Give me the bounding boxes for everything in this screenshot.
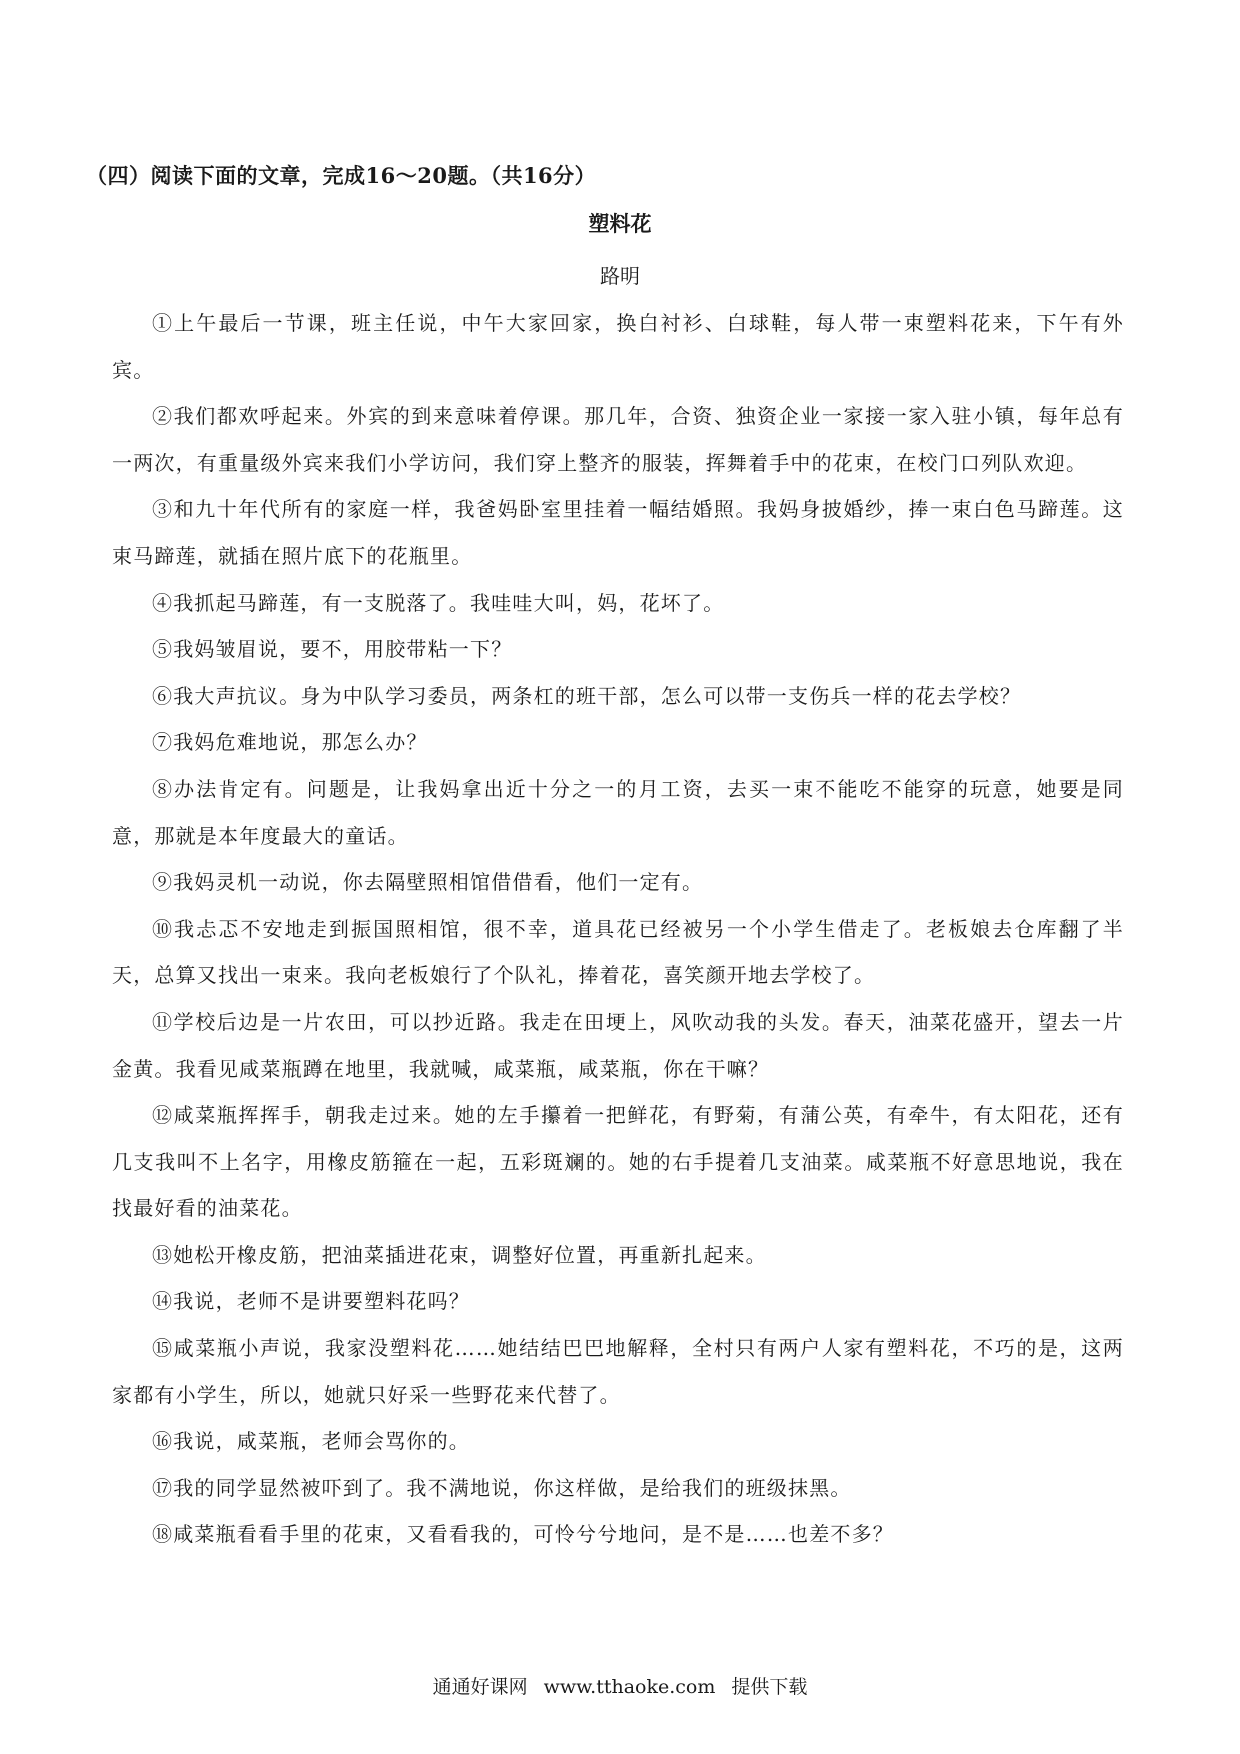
paragraph-11: ⑪学校后边是一片农田，可以抄近路。我走在田埂上，风吹动我的头发。春天，油菜花盛开，望去一片金黄。我看见咸菜瓶蹲在地里，我就喊，咸菜瓶，咸菜瓶，你在干嘛？: [112, 1009, 1124, 1081]
paragraph-14: ⑭我说，老师不是讲要塑料花吗？: [152, 1289, 470, 1314]
paragraph-15: ⑮咸菜瓶小声说，我家没塑料花……她结结巴巴地解释，全村只有两户人家有塑料花，不巧的是，这两家都有小学生，所以，她就只好采一些野花来代替了。: [112, 1336, 1124, 1407]
article-title: 塑料花: [588, 211, 652, 236]
section-heading: （四）阅读下面的文章，完成16～20题。（共16分）: [86, 163, 597, 188]
paragraph-6: ⑥我大声抗议。身为中队学习委员，两条杠的班干部，怎么可以带一支伤兵一样的花去学校？: [152, 683, 1022, 708]
paragraph-5: ⑤我妈皱眉说，要不，用胶带粘一下？: [152, 637, 513, 662]
paragraph-16: ⑯我说，咸菜瓶，老师会骂你的。: [152, 1429, 470, 1454]
paragraph-2: ②我们都欢呼起来。外宾的到来意味着停课。那几年，合资、独资企业一家接一家入驻小镇，每年总有一两次，有重量级外宾来我们小学访问，我们穿上整齐的服装，挥舞着手中的花束，在校门口列队欢迎。: [112, 404, 1124, 475]
paragraph-10: ⑩我忐忑不安地走到振国照相馆，很不幸，道具花已经被另一个小学生借走了。老板娘去仓库翻了半天，总算又找出一束来。我向老板娘行了个队礼，捧着花，喜笑颜开地去学校了。: [112, 916, 1124, 988]
paragraph-3: ③和九十年代所有的家庭一样，我爸妈卧室里挂着一幅结婚照。我妈身披婚纱，捧一束白色马蹄莲。这束马蹄莲，就插在照片底下的花瓶里。: [112, 497, 1124, 568]
paragraph-17: ⑰我的同学显然被吓到了。我不满地说，你这样做，是给我们的班级抹黑。: [152, 1475, 852, 1500]
footer-suffix: 提供下载: [731, 1676, 808, 1698]
paragraph-12: ⑫咸菜瓶挥挥手，朝我走过来。她的左手攥着一把鲜花，有野菊，有蒲公英，有牵牛，有太阳花，还有几支我叫不上名字，用橡皮筋箍在一起，五彩斑斓的。她的右手提着几支油菜。咸菜瓶不好意思地说，我在找最好看的油菜花。: [112, 1103, 1124, 1221]
paragraph-9: ⑨我妈灵机一动说，你去隔壁照相馆借借看，他们一定有。: [152, 870, 704, 895]
paragraph-1: ①上午最后一节课，班主任说，中午大家回家，换白衬衫、白球鞋，每人带一束塑料花来，下午有外宾。: [112, 311, 1124, 382]
article-author: 路明: [600, 264, 640, 288]
paragraph-7: ⑦我妈危难地说，那怎么办？: [152, 730, 428, 755]
footer-site-name: 通通好课网: [432, 1676, 528, 1698]
paragraph-13: ⑬她松开橡皮筋，把油菜插进花束，调整好位置，再重新扎起来。: [152, 1242, 767, 1267]
paragraph-4: ④我抓起马蹄莲，有一支脱落了。我哇哇大叫，妈，花坏了。: [152, 590, 725, 615]
footer-url[interactable]: www.tthaoke.com: [543, 1676, 716, 1698]
article-body: [112, 300, 1124, 1558]
page-footer: [0, 1672, 1240, 1699]
paragraph-8: ⑧办法肯定有。问题是，让我妈拿出近十分之一的月工资，去买一束不能吃不能穿的玩意，她要是同意，那就是本年度最大的童话。: [112, 776, 1124, 848]
paragraph-18: ⑱咸菜瓶看看手里的花束，又看看我的，可怜兮兮地问，是不是……也差不多？: [152, 1522, 894, 1547]
